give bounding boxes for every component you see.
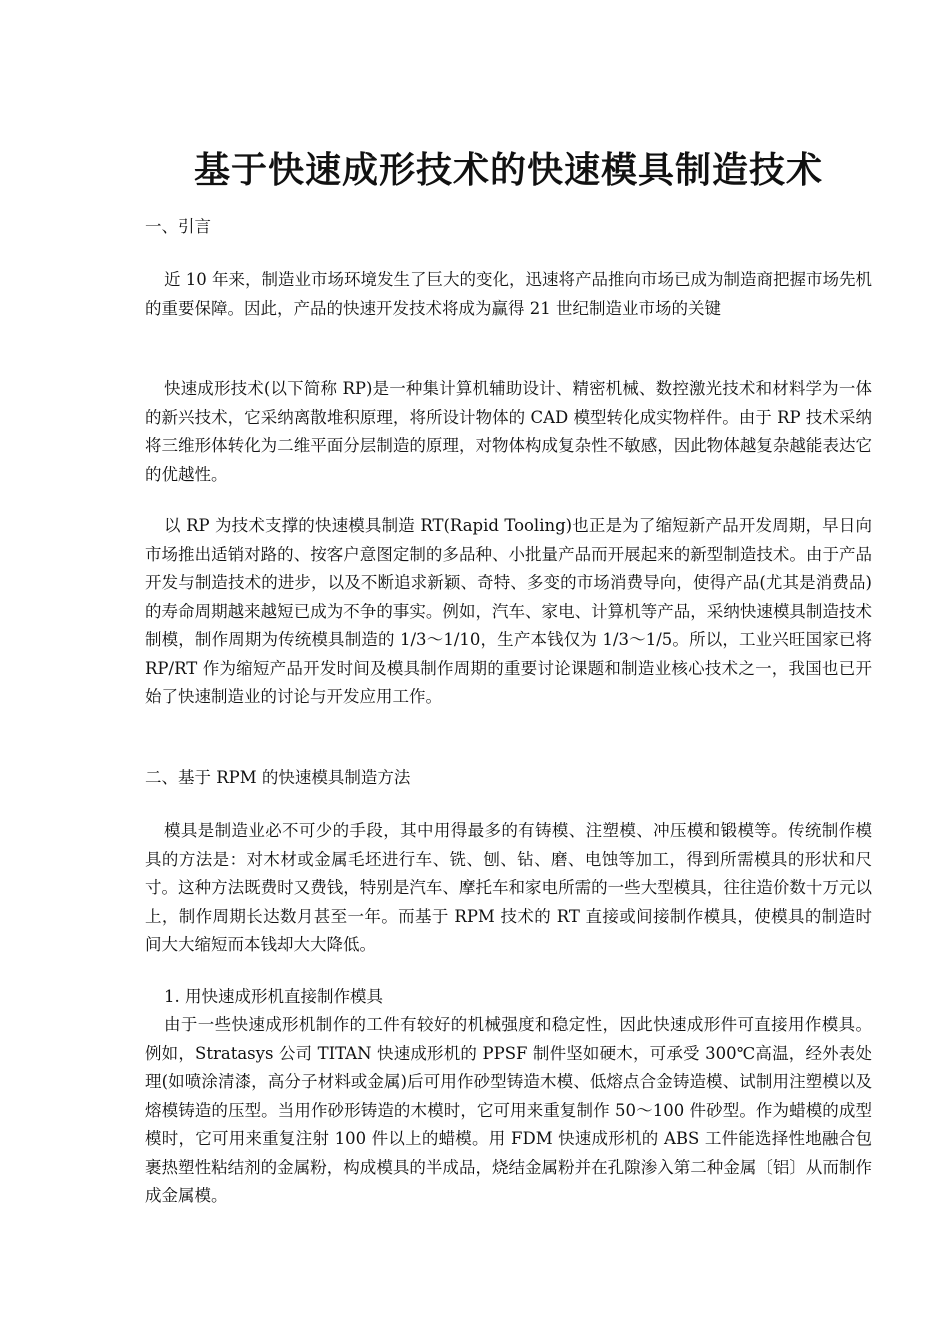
paragraph-methods: 模具是制造业必不可少的手段，其中用得最多的有铸模、注塑模、冲压模和锻模等。传统制作模具的方法是：对木材或金属毛坯进行车、铣、刨、钻、磨、电蚀等加工，得到所需模具的形状和尺寸。这种方法既费时又费钱，特别是汽车、摩托车和家电所需的一些大型模具，往往造价数十万元以上，制作周期长达数月甚至一年。而基于 RPM 技术的 RT 直接或间接制作模具，使模具的制造时间大大缩短而本钱却大大降低。: [145, 821, 872, 954]
subsection-heading-direct-molding: 1. 用快速成形机直接制作模具: [164, 987, 383, 1006]
document-title: 基于快速成形技术的快速模具制造技术: [193, 149, 823, 191]
paragraph-intro-2: 快速成形技术(以下简称 RP)是一种集计算机辅助设计、精密机械、数控激光技术和材料学为一体的新兴技术，它采纳离散堆积原理，将所设计物体的 CAD 模型转化成实物样件。由于 RP 技术采纳将三维形体转化为二维平面分层制造的原理，对物体构成复杂性不敏感，因此物体越复杂越能表达它的优越性。: [145, 379, 872, 484]
section-heading-methods: 二、基于 RPM 的快速模具制造方法: [145, 768, 411, 787]
section-heading-introduction: 一、引言: [145, 217, 211, 236]
paragraph-intro-1: 近 10 年来，制造业市场环境发生了巨大的变化，迅速将产品推向市场已成为制造商把握市场先机的重要保障。因此，产品的快速开发技术将成为赢得 21 世纪制造业市场的关键: [145, 270, 872, 318]
paragraph-intro-3: 以 RP 为技术支撑的快速模具制造 RT(Rapid Tooling)也正是为了缩短新产品开发周期，早日向市场推出适销对路的、按客户意图定制的多品种、小批量产品而开展起来的新型制造技术。由于产品开发与制造技术的进步，以及不断追求新颖、奇特、多变的市场消费导向，使得产品(尤其是消费品)的寿命周期越来越短已成为不争的事实。例如，汽车、家电、计算机等产品，采纳快速模具制造技术制模，制作周期为传统模具制造的 1/3～1/10，生产本钱仅为 1/3～1/5。所以，工业兴旺国家已将 RP/RT 作为缩短产品开发时间及模具制作周期的重要讨论课题和制造业核心技术之一，我国也已开始了快速制造业的讨论与开发应用工作。: [145, 516, 872, 706]
paragraph-direct-molding: 由于一些快速成形机制作的工件有较好的机械强度和稳定性，因此快速成形件可直接用作模具。例如，Stratasys 公司 TITAN 快速成形机的 PPSF 制件坚如硬木，可承受 300℃高温，经外表处理(如喷涂清漆，高分子材料或金属)后可用作砂型铸造木模、低熔点合金铸造模、试制用注塑模以及熔模铸造的压型。当用作砂形铸造的木模时，它可用来重复制作 50～100 件砂型。作为蜡模的成型模时，它可用来重复注射 100 件以上的蜡模。用 FDM 快速成形机的 ABS 工件能选择性地融合包裹热塑性粘结剂的金属粉，构成模具的半成品，烧结金属粉并在孔隙渗入第二种金属〔铝〕从而制作成金属模。: [145, 1015, 872, 1205]
